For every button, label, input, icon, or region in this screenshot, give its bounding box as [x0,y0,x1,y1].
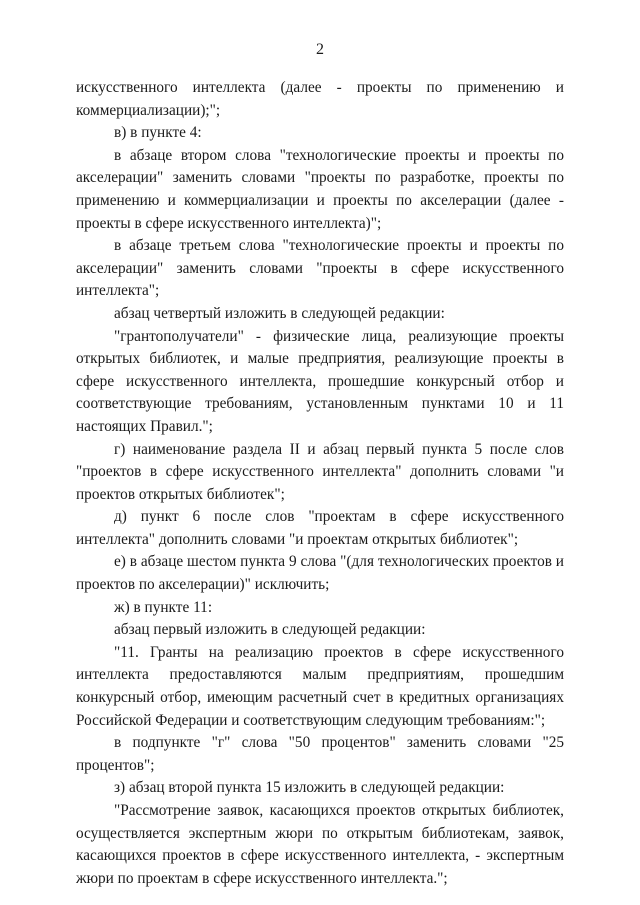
paragraph: в абзаце втором слова "технологические проекты и проекты по акселерации" заменить словами "проекты по разработке, проекты по применению и коммерциализации и проекты по акселерации (далее - проекты в сфере искусственного интеллекта)"; [76,146,564,232]
paragraph: в подпункте "г" слова "50 процентов" заменить словами "25 процентов"; [76,734,564,774]
paragraph: искусственного интеллекта (далее - проекты по применению и коммерциализации);"; [76,79,564,119]
paragraph: е) в абзаце шестом пункта 9 слова "(для технологических проектов и проектов по акселерации)" исключить; [76,553,564,594]
paragraph: д) пункт 6 после слов "проектам в сфере искусственного интеллекта" дополнить словами "и проектам открытых библиотек"; [76,508,564,548]
paragraph: з) абзац второй пункта 15 изложить в следующей редакции: [114,779,505,797]
paragraph: в абзаце третьем слова "технологические проекты и проекты по акселерации" заменить словами "проекты в сфере искусственного интеллекта"; [76,237,564,300]
paragraph: абзац первый изложить в следующей редакции: [114,621,426,639]
document-body [76,77,564,890]
paragraph: в) в пункте 4: [114,124,202,142]
paragraph: "11. Гранты на реализацию проектов в сфере искусственного интеллекта предоставляются малым предприятиям, прошедшим конкурсный отбор, имеющим расчетный счет в кредитных организациях Российской Федерации и соответствующим следующим требованиям:"; [76,643,564,729]
paragraph: абзац четвертый изложить в следующей редакции: [114,304,445,322]
paragraph: ж) в пункте 11: [114,598,213,616]
paragraph: "Рассмотрение заявок, касающихся проектов открытых библиотек, осуществляется экспертным жюри по открытым библиотекам, заявок, касающихся проектов в сфере искусственного интеллекта, - экспертным жюри по проектам в сфере искусственного интеллекта."; [76,802,564,887]
paragraph: г) наименование раздела II и абзац первый пункта 5 после слов "проектов в сфере искусственного интеллекта" дополнить словами "и проектов открытых библиотек"; [76,440,564,503]
paragraph: "грантополучатели" - физические лица, реализующие проекты открытых библиотек, и малые предприятия, реализующие проекты в сфере искусственного интеллекта, прошедшие конкурсный отбор и соответствующие требованиям, установленным пунктами 10 и 11 настоящих Правил."; [76,327,564,435]
page-number: 2 [316,41,324,58]
